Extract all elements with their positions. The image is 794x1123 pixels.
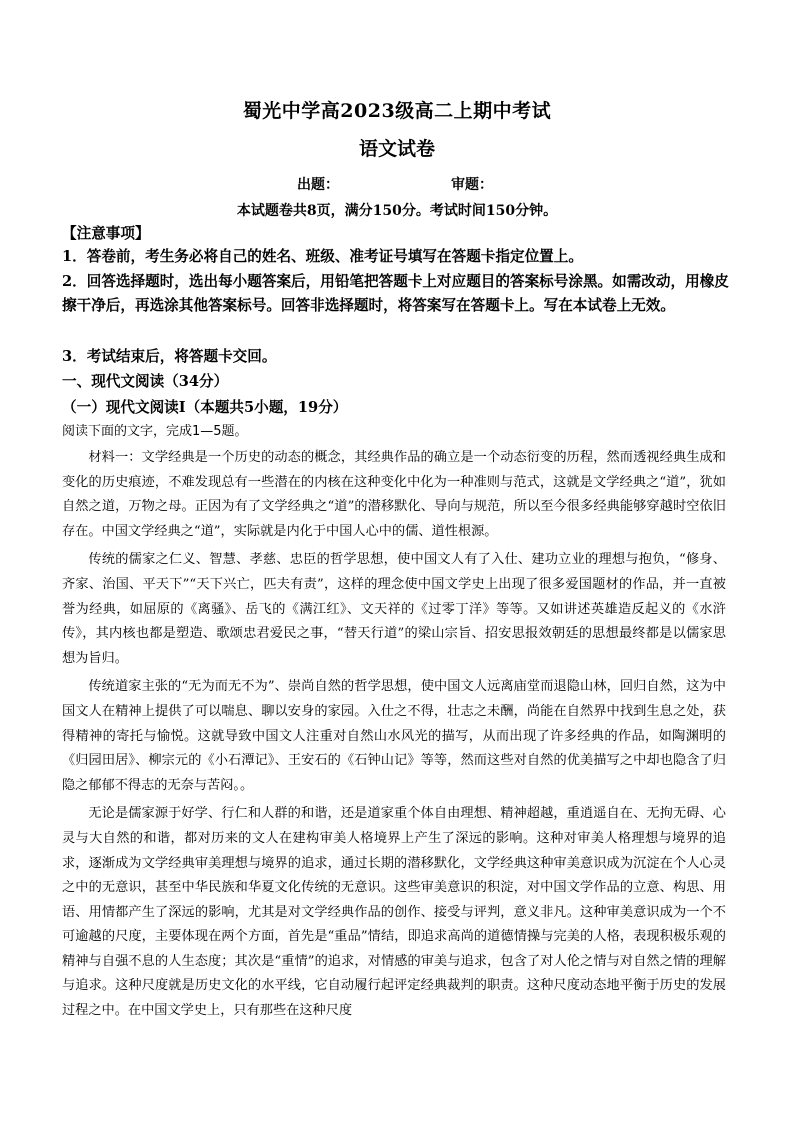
passage-paragraph: 传统道家主张的“无为而无不为”、崇尚自然的哲学思想，使中国文人远离庙堂而退隐山林，回归自然，这为中国文人在精神上提供了可以喘息、聊以安身的家园。入仕之不得，壮志之未酬，尚能在自然界中找到生息之处，获得精神的寄托与愉悦。这就导致中国文人注重对自然山水风光的描写，从而出现了许多经典的作品，如陶渊明的《归园田居》、柳宗元的《小石潭记》、王安石的《石钟山记》等等，然而这些对自然的优美描写之中却也隐含了归隐之郁郁不得志的无奈与苦闷。。 (62, 679, 726, 793)
passage (62, 446, 726, 1024)
passage-paragraph: 传统的儒家之仁义、智慧、孝慈、忠臣的哲学思想，使中国文人有了入仕、建功立业的理想与抱负，“修身、齐家、治国、平天下”“天下兴亡，匹夫有责”，这样的理念使中国文学史上出现了很多爱国题材的作品，并一直被誉为经典，如屈原的《离骚》、岳飞的《满江红》、文天祥的《过零丁洋》等等。又如讲述英雄造反起义的《水浒传》，其内核也都是塑造、歌颂忠君爱民之事，“替天行道”的梁山宗旨、招安思报效朝廷的思想最终都是以儒家思想为旨归。 (62, 552, 726, 666)
passage-paragraph: 无论是儒家源于好学、行仁和人群的和谐，还是道家重个体自由理想、精神超越，重逍遥自在、无拘无碍、心灵与大自然的和谐，都对历来的文人在建构审美人格境界上产生了深远的影响。这种对审美人格理想与境界的追求，逐渐成为文学经典审美理想与境界的追求，通过长期的潜移默化，文学经典这种审美意识成为沉淀在个人心灵之中的无意识，甚至中华民族和华夏文化传统的无意识。这些审美意识的积淀，对中国文学作品的立意、构思、用语、用情都产生了深远的影响，尤其是对文学经典作品的创作、接受与评判，意义非凡。这种审美意识成为一个不可逾越的尺度，主要体现在两个方面，首先是“重品”情结，即追求高尚的道德情操与完美的人格，表现积极乐观的精神与自强不息的人生态度；其次是“重情”的追求，对情感的审美与追求，包含了对人伦之情与对自然之情的理解与追求。这种尺度就是历史文化的水平线，它自动履行起评定经典裁判的职责。这种尺度动态地平衡于历史的发展过程之中。在中国文学史上，只有那些在这种尺度 (62, 806, 726, 1019)
exam-info: 本试题卷共8页，满分150分。考试时间150分钟。 (236, 203, 558, 219)
exam-subject: 语文试卷 (358, 138, 435, 160)
subsection-title: （一）现代文阅读Ⅰ（本题共5小题，19分） (62, 399, 348, 416)
notice-heading: 【注意事项】 (62, 225, 150, 242)
reading-instruction: 阅读下面的文字，完成1—5题。 (62, 424, 248, 439)
passage-paragraph: 材料一：文学经典是一个历史的动态的概念，其经典作品的确立是一个动态衍变的历程，然而透视经典生成和变化的历史痕迹，不难发现总有一些潜在的内核在这种变化中化为一种准则与范式，这就是文学经典之“道”，犹如自然之道，万物之母。正因为有了文学经典之“道”的潜移默化、导向与规范，所以至今很多经典能够穿越时空依旧存在。中国文学经典之“道”，实际就是内化于中国人心中的儒、道性根源。 (62, 450, 726, 539)
notice-item: 2．回答选择题时，选出每小题答案后，用铅笔把答题卡上对应题目的答案标号涂黑。如需改动，用橡皮擦干净后，再选涂其他答案标号。回答非选择题时，将答案写在答题卡上。写在本试卷上无效。 (62, 273, 729, 314)
exam-title: 蜀光中学高2023级高二上期中考试 (242, 100, 552, 122)
reviewer-label: 审题： (451, 177, 493, 193)
notice-item: 3．考试结束后，将答题卡交回。 (62, 348, 277, 365)
author-line (0, 174, 794, 194)
notice-item: 1．答卷前，考生务必将自己的姓名、班级、准考证号填写在答题卡指定位置上。 (62, 248, 583, 265)
section-title: 一、现代文阅读（34分） (62, 373, 229, 390)
author-label: 出题： (297, 177, 339, 193)
